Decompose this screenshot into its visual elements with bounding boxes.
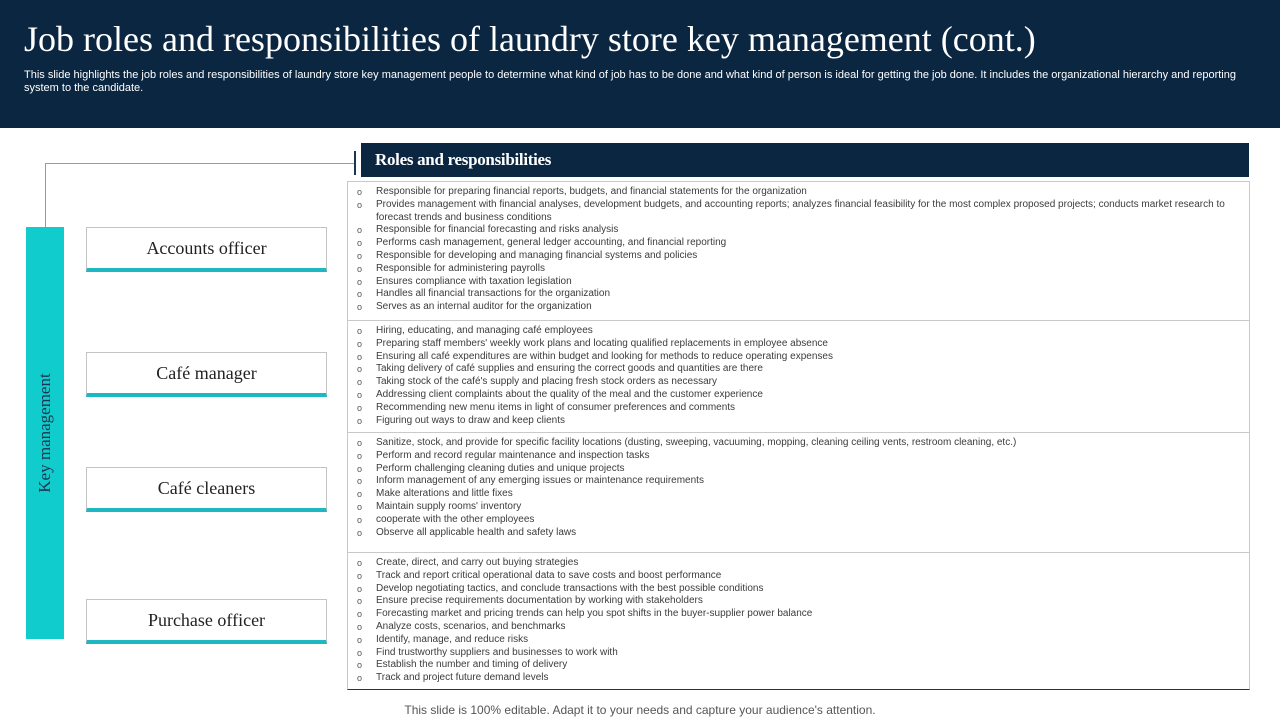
role-purchase-officer: Purchase officer (86, 599, 327, 644)
connector-line-horizontal (45, 163, 355, 164)
responsibility-item: o Inform management of any emerging issues or maintenance requirements (357, 475, 1235, 488)
responsibility-item: o Handles all financial transactions for the organization (357, 288, 1235, 301)
responsibilities-list (357, 186, 1235, 314)
responsibility-item: o Ensures compliance with taxation legislation (357, 276, 1235, 289)
key-management-label: Key management (35, 373, 54, 493)
responsibility-item: o Make alterations and little fixes (357, 488, 1235, 501)
responsibility-item: o Establish the number and timing of delivery (357, 659, 1235, 672)
connector-tick (354, 151, 356, 175)
responsibility-item: o Find trustworthy suppliers and businesses to work with (357, 647, 1235, 660)
role-cafe-cleaners: Café cleaners (86, 467, 327, 512)
responsibilities-table (347, 181, 1250, 690)
page-title: Job roles and responsibilities of laundry store key management (cont.) (24, 19, 1036, 59)
responsibility-item: o Track and report critical operational data to save costs and boost performance (357, 570, 1235, 583)
responsibility-item: o Ensure precise requirements documentation by working with stakeholders (357, 595, 1235, 608)
responsibilities-section-cafe-manager (348, 320, 1249, 432)
role-accounts-officer: Accounts officer (86, 227, 327, 272)
responsibility-item: o Serves as an internal auditor for the organization (357, 301, 1235, 314)
connector-line-vertical (45, 163, 46, 227)
responsibilities-list (357, 557, 1235, 685)
responsibility-item: o Sanitize, stock, and provide for specific facility locations (dusting, sweeping, vacuuming, mopping, cleaning ceiling vents, restroom cleaning, etc.) (357, 437, 1235, 450)
responsibility-item: o Responsible for preparing financial reports, budgets, and financial statements for the organization (357, 186, 1235, 199)
responsibility-item: o Develop negotiating tactics, and conclude transactions with the best possible conditions (357, 583, 1235, 596)
responsibility-item: o Performs cash management, general ledger accounting, and financial reporting (357, 237, 1235, 250)
role-cafe-manager: Café manager (86, 352, 327, 397)
responsibility-item: o Responsible for financial forecasting and risks analysis (357, 224, 1235, 237)
responsibility-item: o Analyze costs, scenarios, and benchmarks (357, 621, 1235, 634)
responsibility-item: o Recommending new menu items in light of consumer preferences and comments (357, 402, 1235, 415)
responsibility-item: o Perform challenging cleaning duties and unique projects (357, 463, 1235, 476)
responsibilities-section-cafe-cleaners (348, 432, 1249, 552)
responsibility-item: o Observe all applicable health and safety laws (357, 527, 1235, 540)
responsibility-item: o Perform and record regular maintenance and inspection tasks (357, 450, 1235, 463)
responsibilities-list (357, 325, 1235, 427)
responsibility-item: o Provides management with financial analyses, development budgets, and accounting reports; analyzes financial feasibility for the most complex proposed projects; conducts market research to forecast trends and business conditions (357, 199, 1235, 225)
page-subtitle: This slide highlights the job roles and responsibilities of laundry store key management people to determine what kind of job has to be done and what kind of person is ideal for getting the job done. It includes the organizational hierarchy and reporting system to the candidate. (24, 69, 1236, 94)
responsibility-item: o Track and project future demand levels (357, 672, 1235, 685)
responsibility-item: o Ensuring all café expenditures are within budget and looking for methods to reduce operating expenses (357, 351, 1235, 364)
responsibility-item: o Figuring out ways to draw and keep clients (357, 415, 1235, 428)
responsibility-item: o Addressing client complaints about the quality of the meal and the customer experience (357, 389, 1235, 402)
responsibility-item: o Responsible for administering payrolls (357, 263, 1235, 276)
responsibility-item: o Taking delivery of café supplies and ensuring the correct goods and quantities are there (357, 363, 1235, 376)
responsibility-item: o Forecasting market and pricing trends can help you spot shifts in the buyer-supplier power balance (357, 608, 1235, 621)
responsibility-item: o Taking stock of the café's supply and placing fresh stock orders as necessary (357, 376, 1235, 389)
header-banner (0, 0, 1280, 128)
responsibilities-header: Roles and responsibilities (361, 143, 1249, 177)
responsibility-item: o Hiring, educating, and managing café employees (357, 325, 1235, 338)
responsibilities-list (357, 437, 1235, 539)
responsibility-item: o Preparing staff members' weekly work plans and locating qualified replacements in employee absence (357, 338, 1235, 351)
responsibility-item: o Maintain supply rooms' inventory (357, 501, 1235, 514)
responsibilities-section-purchase-officer (348, 552, 1249, 690)
responsibility-item: o Responsible for developing and managing financial systems and policies (357, 250, 1235, 263)
responsibility-item: o Create, direct, and carry out buying strategies (357, 557, 1235, 570)
responsibility-item: o cooperate with the other employees (357, 514, 1235, 527)
footer-note: This slide is 100% editable. Adapt it to your needs and capture your audience's attention. (404, 703, 876, 717)
responsibility-item: o Identify, manage, and reduce risks (357, 634, 1235, 647)
responsibilities-section-accounts-officer (348, 182, 1249, 320)
